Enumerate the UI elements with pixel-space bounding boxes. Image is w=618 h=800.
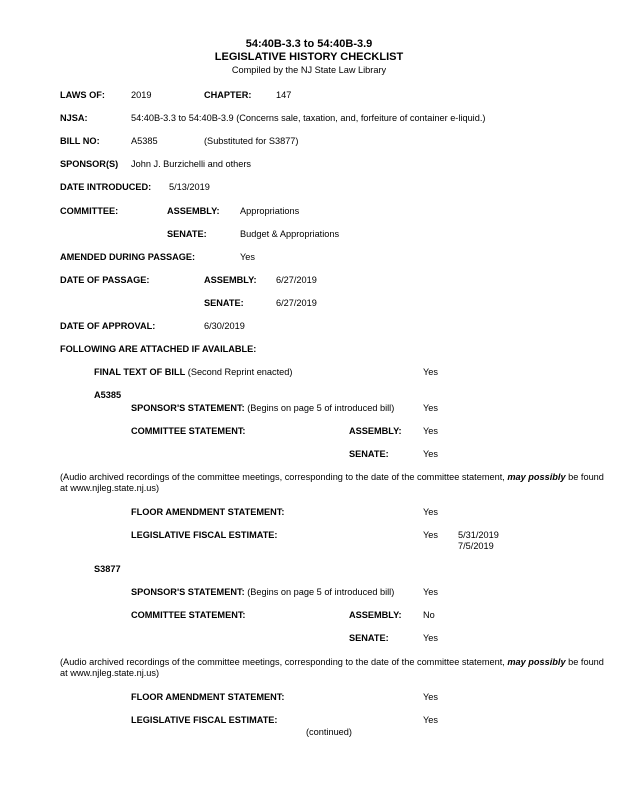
a5385-sponsor-statement-value: Yes [423,403,438,413]
date-of-approval-value: 6/30/2019 [204,321,245,331]
s3877-floor-amendment-label: FLOOR AMENDMENT STATEMENT: [131,692,285,702]
s3877-fiscal-estimate-label: LEGISLATIVE FISCAL ESTIMATE: [131,715,278,725]
a5385-audio-note-em: may possibly [507,472,566,482]
amended-value: Yes [240,252,255,262]
laws-of-label: LAWS OF: [60,90,105,100]
a5385-audio-note-post: be found at www.njleg.state.nj.us) [60,472,604,493]
s3877-sponsor-statement-label: SPONSOR'S STATEMENT: [131,587,245,597]
njsa-value: 54:40B-3.3 to 54:40B-3.9 (Concerns sale, taxation, and, forfeiture of container e-liquid.) [131,113,486,123]
passage-assembly-label: ASSEMBLY: [204,275,257,285]
a5385-sponsor-statement-label: SPONSOR'S STATEMENT: [131,403,245,413]
laws-of-value: 2019 [131,90,152,100]
a5385-floor-amendment-label: FLOOR AMENDMENT STATEMENT: [131,507,285,517]
a5385-floor-amendment-value: Yes [423,507,438,517]
sponsors-value: John J. Burzichelli and others [131,159,252,169]
chapter-label: CHAPTER: [204,90,252,100]
s3877-sponsor-statement-note: (Begins on page 5 of introduced bill) [244,587,395,597]
a5385-audio-note [60,472,605,493]
committee-assembly-label: ASSEMBLY: [167,206,220,216]
s3877-committee-senate-label: SENATE: [349,633,389,643]
passage-senate-value: 6/27/2019 [276,298,317,308]
attached-heading: FOLLOWING ARE ATTACHED IF AVAILABLE: [60,344,257,354]
final-text-note: (Second Reprint enacted) [185,367,293,377]
s3877-committee-assembly-label: ASSEMBLY: [349,610,402,620]
s3877-committee-senate-value: Yes [423,633,438,643]
date-introduced-value: 5/13/2019 [169,182,210,192]
s3877-committee-statement-label: COMMITTEE STATEMENT: [131,610,246,620]
s3877-sponsor-statement-value: Yes [423,587,438,597]
document-title: 54:40B-3.3 to 54:40B-3.9 [245,38,373,50]
chapter-value: 147 [276,90,292,100]
date-of-approval-label: DATE OF APPROVAL: [60,321,156,331]
sponsors-label: SPONSOR(S) [60,159,119,169]
amended-label: AMENDED DURING PASSAGE: [60,252,196,262]
s3877-bill-label: S3877 [94,564,121,574]
passage-assembly-value: 6/27/2019 [276,275,317,285]
compiled-by: Compiled by the NJ State Law Library [231,65,387,75]
njsa-label: NJSA: [60,113,88,123]
s3877-audio-note-em: may possibly [507,657,566,667]
committee-senate-value: Budget & Appropriations [240,229,340,239]
continued-note: (continued) [306,727,352,737]
a5385-sponsor-statement-row [131,403,394,414]
a5385-sponsor-statement-note: (Begins on page 5 of introduced bill) [244,403,395,413]
s3877-floor-amendment-value: Yes [423,692,438,702]
a5385-fiscal-estimate-label: LEGISLATIVE FISCAL ESTIMATE: [131,530,278,540]
a5385-committee-senate-value: Yes [423,449,438,459]
committee-label: COMMITTEE: [60,206,119,216]
a5385-committee-senate-label: SENATE: [349,449,389,459]
a5385-audio-note-pre: (Audio archived recordings of the committee meetings, corresponding to the date of the committee statement, [60,472,508,482]
a5385-fiscal-estimate-value: Yes [423,530,438,540]
a5385-bill-label: A5385 [94,390,122,400]
bill-no-note: (Substituted for S3877) [204,136,299,146]
a5385-fiscal-estimate-date2: 7/5/2019 [458,541,494,551]
bill-no-label: BILL NO: [60,136,100,146]
a5385-committee-statement-label: COMMITTEE STATEMENT: [131,426,246,436]
s3877-committee-assembly-value: No [423,610,435,620]
a5385-committee-assembly-value: Yes [423,426,438,436]
s3877-audio-note-pre: (Audio archived recordings of the committee meetings, corresponding to the date of the committee statement, [60,657,508,667]
passage-senate-label: SENATE: [204,298,244,308]
date-of-passage-label: DATE OF PASSAGE: [60,275,150,285]
s3877-fiscal-estimate-value: Yes [423,715,438,725]
document-subtitle: LEGISLATIVE HISTORY CHECKLIST [214,51,404,63]
final-text-label: FINAL TEXT OF BILL [94,367,186,377]
s3877-sponsor-statement-row [131,587,394,598]
final-text-row [94,367,292,378]
a5385-fiscal-estimate-date1: 5/31/2019 [458,530,499,540]
bill-no-value: A5385 [131,136,158,146]
final-text-value: Yes [423,367,438,377]
committee-senate-label: SENATE: [167,229,207,239]
s3877-audio-note [60,657,605,678]
a5385-committee-assembly-label: ASSEMBLY: [349,426,402,436]
committee-assembly-value: Appropriations [240,206,300,216]
date-introduced-label: DATE INTRODUCED: [60,182,152,192]
s3877-audio-note-post: be found at www.njleg.state.nj.us) [60,657,604,678]
